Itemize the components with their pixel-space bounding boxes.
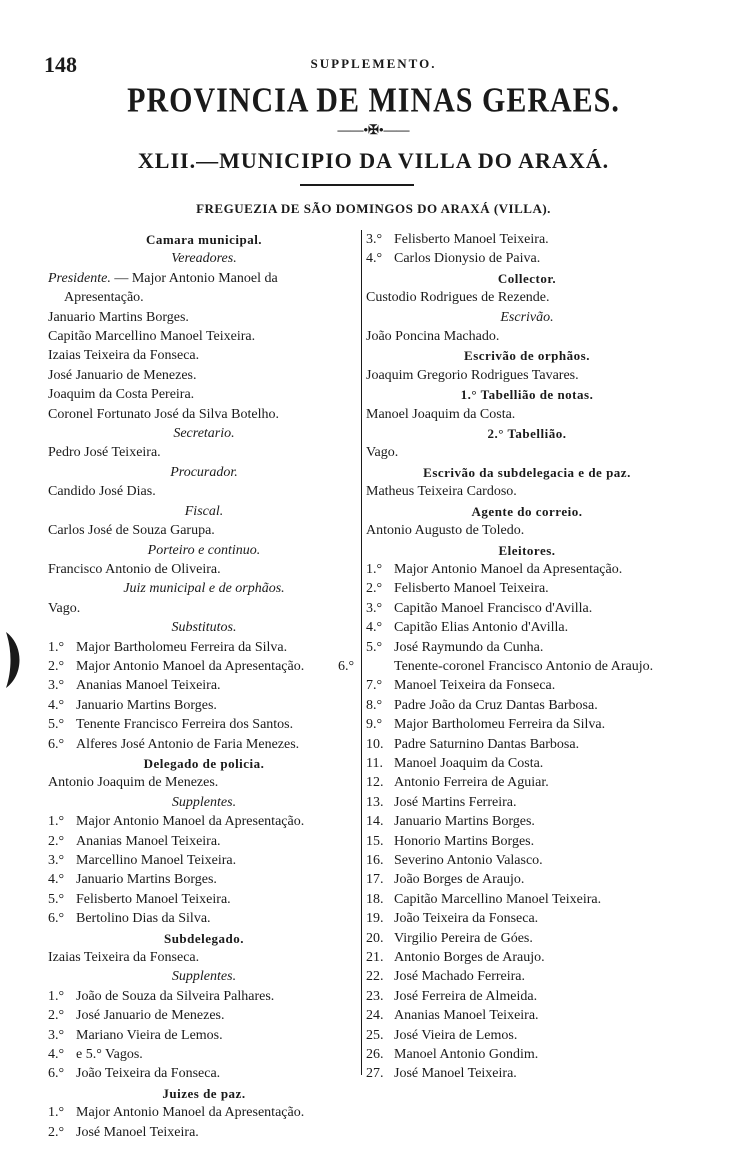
list-item (366, 929, 688, 948)
item-number: 1.° (366, 561, 383, 577)
presidente-text: — Major Antonio Manoel da Apresentação. (64, 270, 278, 306)
list-item (48, 1123, 360, 1142)
item-number: 13. (366, 794, 384, 810)
supplentes-list (48, 812, 360, 928)
item-number: 5.° (48, 717, 65, 733)
list-item (366, 676, 688, 695)
list-item: Joaquim Gregorio Rodrigues Tavares. (366, 367, 579, 383)
list-item: Custodio Rodrigues de Rezende. (366, 290, 550, 306)
list-item (366, 773, 688, 792)
subsection-heading: Porteiro e continuo. (147, 542, 261, 558)
eleitores-list (338, 560, 688, 1084)
list-item: Joaquim da Costa Pereira. (48, 387, 195, 403)
list-item: José Januario de Menezes. (48, 367, 197, 383)
list-item: João Poncina Machado. (366, 329, 500, 345)
municipio-heading: XLII.—MUNICIPIO DA VILLA DO ARAXÁ. (137, 148, 610, 173)
item-name: Padre João da Cruz Dantas Barbosa. (394, 697, 598, 713)
left-column (48, 230, 360, 1142)
item-name: Bertolino Dias da Silva. (76, 911, 211, 927)
item-name: Major Antonio Manoel da Apresentação. (394, 561, 623, 577)
section-heading: Escrivão de orphãos. (464, 348, 590, 364)
item-name: Severino Antonio Valasco. (394, 853, 543, 868)
item-name: Tenente-coronel Francisco Antonio de Araujo. (394, 658, 654, 674)
page-title: PROVINCIA DE MINAS GERAES. (127, 81, 620, 120)
item-number: 1.° (48, 988, 65, 1004)
item-number: 11. (366, 755, 383, 771)
supplentes-list (48, 987, 360, 1084)
item-name: Ananias Manoel Teixeira. (76, 678, 221, 694)
item-name: João Teixeira da Fonseca. (76, 1066, 221, 1082)
item-name: José Manoel Teixeira. (394, 1066, 517, 1082)
parish-heading: FREGUEZIA DE SÃO DOMINGOS DO ARAXÁ (VILLA). (196, 201, 551, 216)
list-item (48, 890, 360, 909)
list-item: Antonio Augusto de Toledo. (366, 523, 525, 539)
list-item (366, 870, 688, 889)
list-item (48, 1006, 360, 1025)
item-name: José Januario de Menezes. (76, 1008, 225, 1024)
item-name: Capitão Manoel Francisco d'Avilla. (394, 600, 593, 616)
item-name: José Manoel Teixeira. (76, 1124, 199, 1140)
section-heading: Subdelegado. (163, 930, 245, 946)
subsection-heading: Procurador. (170, 464, 238, 480)
item-number: 2.° (366, 581, 383, 597)
item-number: 6.° (338, 658, 355, 674)
list-item (366, 579, 688, 598)
list-item (366, 618, 688, 637)
item-number: 17. (366, 872, 384, 888)
substitutos-list (48, 638, 360, 754)
list-item (366, 715, 688, 734)
item-number: 1.° (48, 1105, 65, 1121)
list-item (366, 560, 688, 579)
list-item (366, 1026, 688, 1045)
list-item (48, 987, 360, 1006)
item-number: 5.° (48, 891, 65, 907)
running-head: SUPPLEMENTO. (310, 56, 437, 71)
section-heading: Agente do correio. (471, 503, 583, 519)
list-item (48, 696, 360, 715)
item-name: Manoel Teixeira da Fonseca. (394, 678, 556, 694)
item-number: 4.° (48, 1047, 65, 1063)
list-item (366, 249, 688, 268)
item-number: 23. (366, 988, 384, 1004)
list-item: Matheus Teixeira Cardoso. (366, 484, 517, 500)
list-item (366, 1045, 688, 1064)
list-item (366, 696, 688, 715)
item-name: Manoel Antonio Gondim. (394, 1047, 539, 1063)
item-name: Januario Martins Borges. (394, 814, 535, 830)
item-number: 4.° (48, 697, 65, 713)
item-number: 3.° (48, 853, 65, 868)
item-name: Major Bartholomeu Ferreira da Silva. (394, 717, 606, 733)
item-name: Carlos Dionysio de Paiva. (394, 251, 541, 267)
item-number: 21. (366, 950, 384, 966)
subsection-heading: Juiz municipal e de orphãos. (123, 581, 285, 597)
subsection-heading: Fiscal. (184, 503, 224, 519)
item-name: Major Antonio Manoel da Apresentação. (76, 814, 305, 830)
item-number: 6.° (48, 1066, 65, 1082)
item-number: 2.° (48, 1124, 65, 1140)
item-name: José Machado Ferreira. (394, 969, 526, 985)
list-item (366, 909, 688, 928)
section-heading: Escrivão da subdelegacia e de paz. (423, 464, 631, 480)
item-name: José Martins Ferreira. (394, 794, 517, 810)
presidente-label: Presidente. (48, 270, 111, 286)
list-item: Januario Martins Borges. (48, 309, 189, 325)
section-heading: Juizes de paz. (162, 1085, 246, 1101)
ornament: ——•✠•—— (337, 122, 410, 137)
subsection-heading: Vereadores. (171, 251, 237, 267)
item-name: José Ferreira de Almeida. (394, 988, 538, 1004)
item-name: João Borges de Araujo. (394, 872, 525, 888)
list-item: Izaias Teixeira da Fonseca. (48, 348, 200, 364)
item-number: 10. (366, 736, 384, 752)
list-item (48, 1103, 360, 1122)
item-name: Virgilio Pereira de Góes. (394, 930, 533, 946)
item-name: João de Souza da Silveira Palhares. (76, 988, 275, 1004)
item-number: 15. (366, 833, 384, 849)
item-name: Antonio Borges de Araujo. (394, 950, 545, 966)
item-name: Antonio Ferreira de Aguiar. (394, 775, 549, 791)
item-name: Felisberto Manoel Teixeira. (76, 891, 231, 907)
item-number: 3.° (48, 1027, 65, 1043)
list-item: Manoel Joaquim da Costa. (366, 406, 516, 422)
section-heading: 1.° Tabellião de notas. (460, 387, 594, 403)
list-item (366, 1006, 688, 1025)
list-item: Vago. (366, 445, 399, 461)
list-item (48, 676, 360, 695)
list-item (338, 657, 688, 676)
subsection-heading: Supplentes. (171, 794, 237, 810)
item-number: 3.° (366, 232, 383, 247)
juizes-paz-list (48, 1103, 360, 1142)
subsection-heading: Substitutos. (171, 620, 237, 636)
item-name: José Vieira de Lemos. (394, 1027, 518, 1043)
list-item (366, 754, 688, 773)
item-name: Capitão Marcellino Manoel Teixeira. (394, 891, 602, 907)
item-name: Alferes José Antonio de Faria Menezes. (76, 736, 300, 752)
item-number: 16. (366, 853, 384, 868)
item-name: José Raymundo da Cunha. (394, 639, 544, 655)
item-name: Felisberto Manoel Teixeira. (394, 232, 549, 247)
item-number: 4.° (366, 620, 383, 636)
list-item (48, 715, 360, 734)
list-item (366, 832, 688, 851)
list-item (366, 638, 688, 657)
list-item (48, 1045, 360, 1064)
section-heading: 2.° Tabellião. (487, 426, 567, 442)
section-heading: Delegado de policia. (143, 755, 265, 771)
section-heading: Eleitores. (498, 542, 556, 558)
item-number: 25. (366, 1027, 384, 1043)
subsection-heading: Supplentes. (171, 969, 237, 985)
item-number: 2.° (48, 833, 65, 849)
item-name: Major Antonio Manoel da Apresentação. (76, 1105, 305, 1121)
item-name: Honorio Martins Borges. (394, 833, 535, 849)
list-item (366, 890, 688, 909)
item-number: 5.° (366, 639, 383, 655)
section-heading: Collector. (497, 270, 557, 286)
item-number: 2.° (48, 658, 65, 674)
item-name: Marcellino Manoel Teixeira. (76, 853, 237, 868)
list-item (48, 1026, 360, 1045)
presidente-entry (48, 269, 360, 308)
list-item (366, 987, 688, 1006)
item-name: Capitão Elias Antonio d'Avilla. (394, 620, 569, 636)
list-item (366, 967, 688, 986)
list-item: Izaias Teixeira da Fonseca. (48, 950, 200, 966)
item-number: 2.° (48, 1008, 65, 1024)
item-name: Major Antonio Manoel da Apresentação. (76, 658, 305, 674)
item-number: 3.° (48, 678, 65, 694)
list-item: Francisco Antonio de Oliveira. (48, 561, 221, 577)
item-name: João Teixeira da Fonseca. (394, 911, 539, 927)
item-number: 12. (366, 775, 384, 791)
list-item (48, 638, 360, 657)
item-number: 6.° (48, 736, 65, 752)
list-item (366, 948, 688, 967)
right-column (338, 230, 688, 1084)
list-item: Coronel Fortunato José da Silva Botelho. (48, 406, 279, 422)
subsection-heading: Escrivão. (500, 309, 554, 325)
list-item: Vago. (48, 600, 81, 616)
item-number: 18. (366, 891, 384, 907)
item-name: Mariano Vieira de Lemos. (76, 1027, 223, 1043)
list-item (48, 812, 360, 831)
item-name: Januario Martins Borges. (76, 697, 217, 713)
item-name: Ananias Manoel Teixeira. (76, 833, 221, 849)
item-number: 1.° (48, 814, 65, 830)
page-edge-mark (4, 630, 26, 690)
list-item: Pedro José Teixeira. (48, 445, 161, 461)
item-number: 7.° (366, 678, 383, 694)
list-item (366, 1064, 688, 1083)
list-item (48, 1064, 360, 1083)
list-item (48, 735, 360, 754)
list-item (366, 851, 688, 870)
item-number: 1.° (48, 639, 65, 655)
column-divider (361, 230, 362, 1075)
item-number: 14. (366, 814, 384, 830)
item-name: Tenente Francisco Ferreira dos Santos. (76, 717, 294, 733)
item-number: 24. (366, 1008, 384, 1024)
juizes-paz-list (366, 230, 688, 269)
vereadores-list (48, 308, 360, 424)
title-rule (300, 184, 414, 186)
item-number: 27. (366, 1066, 384, 1082)
item-number: 8.° (366, 697, 383, 713)
list-item: Carlos José de Souza Garupa. (48, 523, 215, 539)
item-name: Padre Saturnino Dantas Barbosa. (394, 736, 580, 752)
list-item (48, 851, 360, 870)
item-name: Major Bartholomeu Ferreira da Silva. (76, 639, 288, 655)
list-item (366, 599, 688, 618)
list-item: Antonio Joaquim de Menezes. (48, 775, 219, 791)
list-item (366, 812, 688, 831)
item-number: 26. (366, 1047, 384, 1063)
item-name: Manoel Joaquim da Costa. (394, 755, 544, 771)
page-number: 148 (44, 52, 77, 77)
list-item (48, 909, 360, 928)
section-heading: Camara municipal. (145, 232, 263, 247)
item-number: 3.° (366, 600, 383, 616)
list-item (366, 230, 688, 249)
item-number: 4.° (366, 251, 383, 267)
item-number: 19. (366, 911, 384, 927)
item-number: 20. (366, 930, 384, 946)
list-item: Candido José Dias. (48, 484, 156, 500)
item-name: Felisberto Manoel Teixeira. (394, 581, 549, 597)
list-item: Capitão Marcellino Manoel Teixeira. (48, 329, 256, 345)
subsection-heading: Secretario. (173, 426, 235, 442)
list-item (48, 870, 360, 889)
item-number: 9.° (366, 717, 383, 733)
item-number: 6.° (48, 911, 65, 927)
list-item (48, 657, 360, 676)
item-number: 4.° (48, 872, 65, 888)
list-item (366, 793, 688, 812)
item-name: e 5.° Vagos. (76, 1047, 143, 1063)
list-item (48, 832, 360, 851)
item-name: Januario Martins Borges. (76, 872, 217, 888)
item-number: 22. (366, 969, 384, 985)
item-name: Ananias Manoel Teixeira. (394, 1008, 539, 1024)
list-item (366, 735, 688, 754)
